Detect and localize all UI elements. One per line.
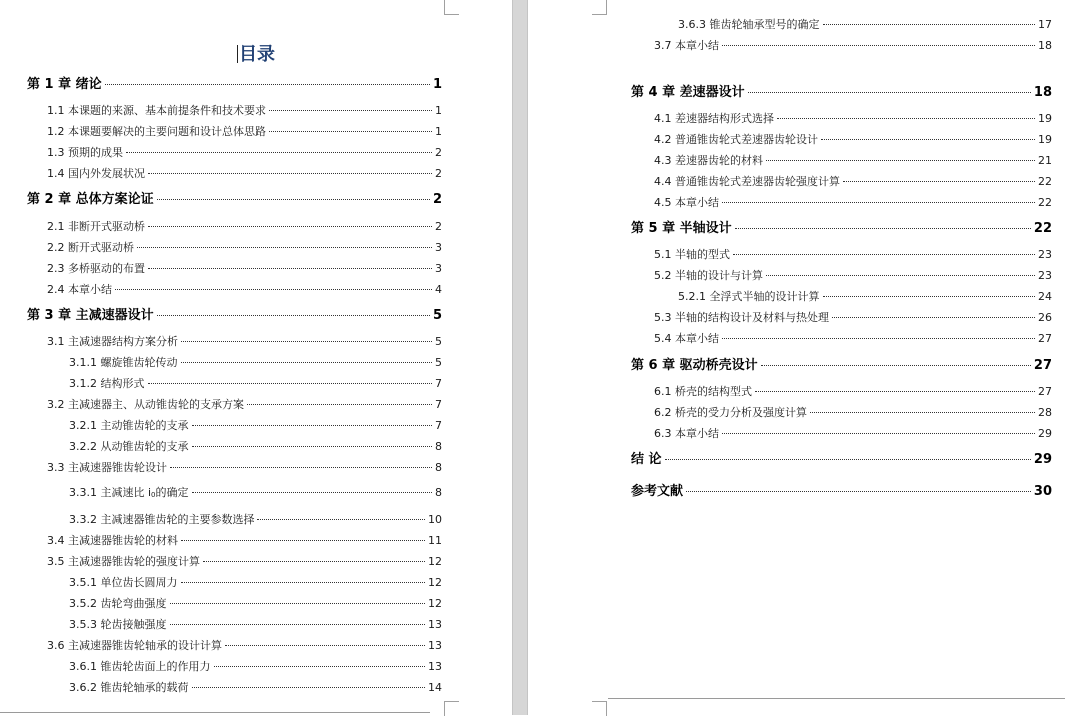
toc-entry-title-text: 3.6.2 锥齿轮轴承的载荷 [69, 681, 189, 694]
toc-entry-title-text: 6.1 桥壳的结构型式 [654, 385, 752, 398]
toc-entry-title [47, 241, 134, 255]
toc-entry-title-text: 2.2 断开式驱动桥 [47, 241, 134, 254]
toc-page-number: 14 [428, 681, 442, 694]
toc-page-number: 29 [1033, 452, 1052, 467]
toc-page-number: 12 [428, 555, 442, 568]
toc-page-number: 2 [435, 146, 442, 159]
toc-dot-leader [181, 362, 433, 363]
toc-dot-leader [761, 365, 1031, 366]
toc-entry-title-text: 第 4 章 差速器设计 [631, 85, 745, 100]
toc-entry-title [69, 440, 189, 454]
toc-dot-leader [843, 181, 1035, 182]
toc-entry-title-text: 2.3 多桥驱动的布置 [47, 262, 145, 275]
toc-entry[interactable] [69, 486, 442, 502]
toc-entry-title-text: 3.3 主减速器锥齿轮设计 [47, 461, 167, 474]
toc-entry-title [69, 356, 178, 370]
toc-page-number: 4 [435, 283, 442, 296]
toc-entry-title-text: 4.1 差速器结构形式选择 [654, 112, 774, 125]
toc-page-number: 21 [1038, 154, 1052, 167]
toc-entry[interactable] [654, 112, 1052, 126]
toc-entry-title [47, 534, 178, 548]
toc-page-number: 5 [432, 308, 442, 323]
toc-entry-title-text: 5.3 半轴的结构设计及材料与热处理 [654, 311, 829, 324]
toc-entry-title-text: 2.1 非断开式驱动桥 [47, 220, 145, 233]
toc-entry-title-text: 3.2.2 从动锥齿轮的支承 [69, 440, 189, 453]
toc-entry-title [654, 311, 829, 325]
toc-page-number: 13 [428, 618, 442, 631]
toc-entry-title [654, 196, 719, 210]
toc-entry-title [654, 133, 818, 147]
toc-entry-title [69, 377, 145, 391]
toc-page-number: 8 [435, 461, 442, 474]
toc-entry[interactable] [47, 461, 442, 475]
toc-dot-leader [755, 391, 1035, 392]
toc-page-number: 5 [435, 335, 442, 348]
toc-page-number: 18 [1038, 39, 1052, 52]
toc-dot-leader [777, 118, 1035, 119]
toc-chapter-entry[interactable] [27, 193, 442, 207]
toc-page-number: 7 [435, 398, 442, 411]
toc-dot-leader [148, 383, 433, 384]
toc-dot-leader [269, 110, 432, 111]
toc-entry-title-text: 5.2.1 全浮式半轴的设计计算 [678, 290, 820, 303]
toc-dot-leader [203, 561, 425, 562]
toc-dot-leader [823, 24, 1036, 25]
toc-entry[interactable] [654, 133, 1052, 147]
document-page-left[interactable] [0, 0, 512, 715]
toc-entry[interactable] [654, 269, 1052, 283]
toc-entry-title-text: 4.3 差速器齿轮的材料 [654, 154, 763, 167]
toc-entry-title-suffix: 的确定 [155, 486, 189, 499]
toc-entry-title-text: 第 2 章 总体方案论证 [27, 192, 154, 207]
toc-chapter-entry[interactable] [631, 453, 1052, 467]
toc-dot-leader [269, 131, 432, 132]
toc-chapter-entry[interactable] [27, 309, 442, 323]
toc-entry-title-text: 3.3.2 主减速器锥齿轮的主要参数选择 [69, 513, 255, 526]
toc-entry-title [69, 597, 167, 611]
toc-entry-title [631, 453, 662, 467]
toc-chapter-entry[interactable] [631, 86, 1052, 100]
toc-dot-leader [105, 84, 430, 85]
toc-entry-title-text: 第 1 章 绪论 [27, 77, 102, 92]
toc-page-number: 1 [435, 104, 442, 117]
toc-entry[interactable] [654, 175, 1052, 189]
toc-dot-leader [157, 199, 430, 200]
toc-page-number: 2 [435, 220, 442, 233]
toc-page-number: 28 [1038, 406, 1052, 419]
toc-dot-leader [148, 226, 432, 227]
toc-page-number: 1 [432, 77, 442, 92]
toc-entry[interactable] [654, 154, 1052, 168]
toc-dot-leader [192, 687, 426, 688]
toc-dot-leader [735, 228, 1031, 229]
toc-page-number: 12 [428, 597, 442, 610]
toc-entry-title-text: 3.6 主减速器锥齿轮轴承的设计计算 [47, 639, 222, 652]
toc-dot-leader [181, 582, 426, 583]
toc-entries-right [528, 0, 1065, 715]
toc-entry-title-text: 1.1 本课题的来源、基本前提条件和技术要求 [47, 104, 266, 117]
toc-dot-leader [192, 446, 433, 447]
toc-dot-leader [148, 173, 432, 174]
toc-entry[interactable] [47, 241, 442, 255]
toc-dot-leader [170, 603, 426, 604]
toc-entry[interactable] [69, 356, 442, 370]
toc-entry[interactable] [654, 332, 1052, 346]
toc-entry-title [47, 125, 266, 139]
toc-entry-title [47, 104, 266, 118]
toc-entry-title-text: 5.2 半轴的设计与计算 [654, 269, 763, 282]
toc-page-number: 11 [428, 534, 442, 547]
page-corner-mark-bottom-left [592, 701, 607, 716]
toc-entry-title-text: 3.4 主减速器锥齿轮的材料 [47, 534, 178, 547]
toc-entry-title [654, 112, 774, 126]
toc-entry[interactable] [47, 220, 442, 234]
toc-page-number: 1 [435, 125, 442, 138]
toc-entry-title [27, 193, 154, 207]
toc-entry-title [27, 78, 102, 92]
toc-entry-title-text: 3.5 主减速器锥齿轮的强度计算 [47, 555, 200, 568]
toc-page-number: 26 [1038, 311, 1052, 324]
toc-entry-title [27, 309, 154, 323]
toc-entry[interactable] [69, 513, 442, 527]
toc-entries-left [0, 0, 512, 715]
page-gap [512, 0, 528, 715]
toc-entry-title [654, 248, 730, 262]
toc-entry-title [654, 175, 840, 189]
toc-dot-leader [748, 92, 1031, 93]
toc-dot-leader [170, 624, 426, 625]
toc-entry[interactable] [69, 618, 442, 632]
toc-dot-leader [192, 425, 433, 426]
toc-dot-leader [225, 645, 425, 646]
toc-entry-title-text: 3.2.1 主动锥齿轮的支承 [69, 419, 189, 432]
toc-entry[interactable] [47, 262, 442, 276]
toc-entry[interactable] [654, 196, 1052, 210]
toc-entry[interactable] [654, 39, 1052, 53]
toc-entry[interactable] [47, 125, 442, 139]
toc-entry-title-text: 1.2 本课题要解决的主要问题和设计总体思路 [47, 125, 266, 138]
toc-dot-leader [823, 296, 1036, 297]
toc-dot-leader [722, 202, 1035, 203]
toc-dot-leader [832, 317, 1035, 318]
toc-page-number: 17 [1038, 18, 1052, 31]
toc-chapter-entry[interactable] [631, 485, 1052, 499]
toc-entry-title-text: 4.4 普通锥齿轮式差速器齿轮强度计算 [654, 175, 840, 188]
toc-dot-leader [722, 433, 1035, 434]
toc-dot-leader [257, 519, 425, 520]
toc-entry[interactable] [678, 290, 1052, 304]
toc-chapter-entry[interactable] [631, 359, 1052, 373]
toc-page-number: 3 [435, 241, 442, 254]
toc-entry-title-text: 5.4 本章小结 [654, 332, 719, 345]
toc-page-number: 27 [1033, 358, 1052, 373]
toc-chapter-entry[interactable] [27, 78, 442, 92]
toc-entry-title-text: 1.4 国内外发展状况 [47, 167, 145, 180]
toc-entry-title [654, 269, 763, 283]
toc-entry[interactable] [47, 167, 442, 181]
toc-entry-title-text: 6.3 本章小结 [654, 427, 719, 440]
toc-entry-title-text: 第 5 章 半轴设计 [631, 221, 732, 236]
toc-entry-title [69, 660, 211, 674]
toc-entry-title [631, 359, 758, 373]
toc-entry-title-text: 3.7 本章小结 [654, 39, 719, 52]
toc-entry-title [69, 576, 178, 590]
page-bottom-rule [0, 712, 430, 713]
page-bottom-rule [608, 698, 1065, 699]
toc-page-number: 8 [435, 440, 442, 453]
toc-entry-title [69, 419, 189, 433]
toc-entry-title-text: 3.1 主减速器结构方案分析 [47, 335, 178, 348]
toc-dot-leader [247, 404, 432, 405]
toc-page-number: 19 [1038, 133, 1052, 146]
toc-page-number: 23 [1038, 248, 1052, 261]
toc-page-number: 2 [432, 192, 442, 207]
toc-entry-title-text: 结 论 [631, 452, 662, 467]
toc-entry[interactable] [47, 335, 442, 349]
toc-entry-title-text: 3.6.3 锥齿轮轴承型号的确定 [678, 18, 820, 31]
toc-entry[interactable] [69, 681, 442, 695]
toc-entry-title [654, 332, 719, 346]
toc-entry-title-text: 参考文献 [631, 484, 684, 499]
toc-dot-leader [733, 254, 1035, 255]
toc-entry[interactable] [47, 104, 442, 118]
toc-entry-title [47, 167, 145, 181]
toc-entry[interactable] [654, 406, 1052, 420]
toc-entry[interactable] [69, 440, 442, 454]
toc-entry-title [654, 427, 719, 441]
toc-entry[interactable] [47, 639, 442, 653]
toc-entry[interactable] [654, 311, 1052, 325]
toc-entry-title [69, 486, 189, 502]
toc-entry-title-text: 3.1.2 结构形式 [69, 377, 145, 390]
toc-dot-leader [810, 412, 1035, 413]
toc-entry-title-text: 3.3.1 主减速比 i [69, 486, 152, 499]
toc-entry-subscript: 0 [151, 491, 156, 499]
toc-entry[interactable] [654, 248, 1052, 262]
toc-entry-title-text: 第 6 章 驱动桥壳设计 [631, 358, 758, 373]
toc-dot-leader [214, 666, 426, 667]
toc-entry-title [47, 461, 167, 475]
toc-entry-title-text: 第 3 章 主减速器设计 [27, 308, 154, 323]
toc-entry[interactable] [47, 555, 442, 569]
toc-entry-title [47, 146, 123, 160]
toc-dot-leader [821, 139, 1035, 140]
toc-entry-title [631, 86, 745, 100]
toc-entry-title-text: 6.2 桥壳的受力分析及强度计算 [654, 406, 807, 419]
toc-page-number: 30 [1033, 484, 1052, 499]
toc-page-number: 2 [435, 167, 442, 180]
toc-entry-title-text: 3.5.1 单位齿长圆周力 [69, 576, 178, 589]
toc-page-number: 13 [428, 660, 442, 673]
toc-dot-leader [192, 492, 432, 493]
toc-entry[interactable] [47, 534, 442, 548]
toc-entry[interactable] [69, 576, 442, 590]
toc-entry-title [47, 335, 178, 349]
toc-entry-title-text: 3.2 主减速器主、从动锥齿轮的支承方案 [47, 398, 244, 411]
toc-page-number: 23 [1038, 269, 1052, 282]
toc-entry-title-text: 3.5.2 齿轮弯曲强度 [69, 597, 167, 610]
toc-page-number: 24 [1038, 290, 1052, 303]
toc-dot-leader [766, 275, 1035, 276]
toc-heading-text: 目录 [239, 44, 275, 65]
toc-page-number: 22 [1038, 196, 1052, 209]
toc-entry[interactable] [47, 398, 442, 412]
toc-entry[interactable] [654, 427, 1052, 441]
toc-page-number: 18 [1033, 85, 1052, 100]
toc-entry-title [678, 290, 820, 304]
page-corner-mark-bottom-right [444, 701, 459, 716]
toc-entry-title [654, 154, 763, 168]
toc-entry[interactable] [69, 597, 442, 611]
toc-entry[interactable] [654, 385, 1052, 399]
toc-page-number: 19 [1038, 112, 1052, 125]
toc-entry-title [69, 513, 254, 527]
toc-entry-title [631, 485, 683, 499]
toc-entry-title [47, 283, 112, 297]
toc-entry-title-text: 4.5 本章小结 [654, 196, 719, 209]
toc-entry-title [47, 398, 244, 412]
toc-dot-leader [665, 459, 1031, 460]
toc-entry-title [69, 618, 167, 632]
toc-entry[interactable] [69, 419, 442, 433]
toc-dot-leader [181, 540, 425, 541]
toc-entry[interactable] [678, 18, 1052, 32]
toc-entry[interactable] [47, 283, 442, 297]
toc-entry-title [47, 639, 222, 653]
toc-entry-title [47, 220, 145, 234]
toc-page-number: 29 [1038, 427, 1052, 440]
toc-dot-leader [686, 491, 1031, 492]
toc-entry[interactable] [47, 146, 442, 160]
toc-page-number: 3 [435, 262, 442, 275]
toc-entry-title-text: 3.6.1 锥齿轮齿面上的作用力 [69, 660, 211, 673]
toc-entry-title [678, 18, 820, 32]
toc-page-number: 5 [435, 356, 442, 369]
toc-entry-title [654, 406, 807, 420]
toc-entry-title [47, 262, 145, 276]
toc-entry-title [631, 222, 732, 236]
toc-dot-leader [722, 45, 1035, 46]
toc-dot-leader [181, 341, 432, 342]
toc-dot-leader [148, 268, 432, 269]
toc-entry[interactable] [69, 377, 442, 391]
toc-page-number: 22 [1038, 175, 1052, 188]
toc-entry-title [69, 681, 189, 695]
toc-page-number: 8 [435, 486, 442, 499]
toc-dot-leader [157, 315, 430, 316]
toc-page-number: 7 [435, 377, 442, 390]
toc-dot-leader [722, 338, 1035, 339]
toc-dot-leader [170, 467, 432, 468]
toc-dot-leader [137, 247, 432, 248]
toc-entry-title-text: 1.3 预期的成果 [47, 146, 123, 159]
toc-dot-leader [766, 160, 1035, 161]
toc-entry-title-text: 5.1 半轴的型式 [654, 248, 730, 261]
toc-entry-title [654, 385, 752, 399]
document-page-right[interactable] [528, 0, 1065, 715]
toc-entry-title [47, 555, 200, 569]
toc-page-number: 27 [1038, 385, 1052, 398]
toc-entry[interactable] [69, 660, 442, 674]
toc-entry-title-text: 3.5.3 轮齿接触强度 [69, 618, 167, 631]
toc-entry-title [654, 39, 719, 53]
toc-chapter-entry[interactable] [631, 222, 1052, 236]
toc-entry-title-text: 2.4 本章小结 [47, 283, 112, 296]
toc-dot-leader [115, 289, 432, 290]
toc-page-number: 13 [428, 639, 442, 652]
toc-entry-title-text: 4.2 普通锥齿轮式差速器齿轮设计 [654, 133, 818, 146]
toc-page-number: 10 [428, 513, 442, 526]
toc-dot-leader [126, 152, 432, 153]
toc-page-number: 22 [1033, 221, 1052, 236]
toc-page-number: 27 [1038, 332, 1052, 345]
toc-page-number: 7 [435, 419, 442, 432]
toc-entry-title-text: 3.1.1 螺旋锥齿轮传动 [69, 356, 178, 369]
toc-page-number: 12 [428, 576, 442, 589]
